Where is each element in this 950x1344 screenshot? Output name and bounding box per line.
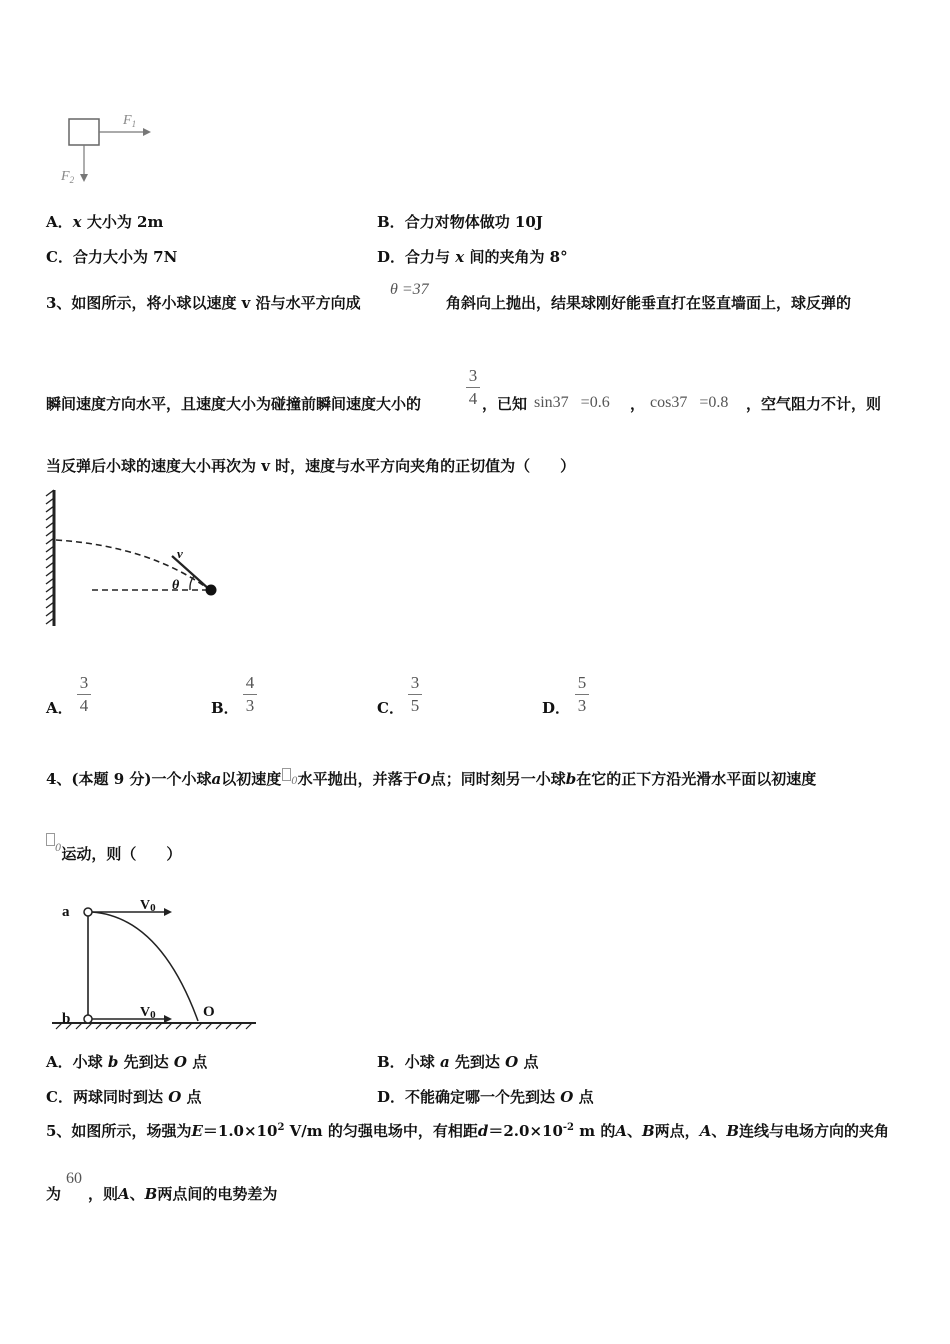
label-b: b: [62, 1011, 71, 1027]
q4-option-a[interactable]: A．小球 b 先到达 O 点: [46, 1053, 208, 1071]
q2-option-c[interactable]: C．合力大小为 7N: [46, 248, 178, 266]
q2-option-d[interactable]: D．合力与 x 间的夹角为 8°: [377, 248, 568, 266]
ball: [206, 585, 217, 596]
v0-arrowhead-top: [164, 908, 172, 916]
q5-angle: 60: [66, 1170, 82, 1187]
q4-line-1: 4、(本题 9 分)一个小球a以初速度 0水平抛出，并落于O点；同时刻另一小球b在它的正下方沿光滑水平面以初速度: [46, 770, 817, 788]
q3-ratio-fraction: 3 4: [466, 366, 480, 409]
q4-line-2: $^0$运动，则（ ）: [46, 843, 181, 864]
q3-option-b[interactable]: B．: [211, 699, 239, 717]
label-a: a: [62, 904, 70, 920]
force-diagram: [55, 108, 165, 188]
label-theta: θ: [172, 578, 180, 593]
q5-line-2: 为: [46, 1185, 62, 1203]
q3-line-3: 当反弹后小球的速度大小再次为 v 时，速度与水平方向夹角的正切值为（ ）: [46, 457, 576, 475]
label-v0-bottom: V0: [140, 1005, 156, 1021]
force-f1-arrowhead: [143, 128, 151, 136]
block: [69, 119, 99, 145]
q3-line-2-mid: ，已知: [482, 395, 528, 413]
label-o: O: [203, 1004, 215, 1020]
q3-option-c[interactable]: C．: [377, 699, 404, 717]
force-f2-arrowhead: [80, 174, 88, 182]
q5-line-1: 5、如图所示，场强为$E=1.0\times 10^2$ V/m 的匀强电场中，有相距$d=2.0\times 10^{-2}$ m 的A、B两点，A、B连线与电场方向的夹角: [46, 1122, 890, 1140]
q3-option-d-fraction[interactable]: 5 3: [575, 673, 589, 716]
q2-option-a[interactable]: A．x 大小为 2m: [46, 213, 164, 231]
q4-option-c[interactable]: C．两球同时到达 O 点: [46, 1088, 202, 1106]
v0-arrowhead-bottom: [164, 1015, 172, 1023]
q5-line-2-rest: ，则A、B两点间的电势差为: [88, 1185, 278, 1203]
q3-theta-expr: θ =37: [390, 281, 429, 298]
q3-option-a-fraction[interactable]: 3 4: [77, 673, 91, 716]
q3-option-a[interactable]: A．: [46, 699, 73, 717]
q3-line-2: 瞬间速度方向水平，且速度大小为碰撞前瞬间速度大小的: [46, 395, 422, 413]
ball-b: [84, 1015, 92, 1023]
q4-option-d[interactable]: D．不能确定哪一个先到达 O 点: [377, 1088, 594, 1106]
label-f1: $F_1$: [123, 113, 137, 129]
wall-bounce-diagram: [40, 488, 230, 633]
ball-a: [84, 908, 92, 916]
q3-option-b-fraction[interactable]: 4 3: [243, 673, 257, 716]
q3-sin-expr: sin37 =0.6: [534, 394, 610, 411]
q3-option-d[interactable]: D．: [542, 699, 571, 717]
label-v0-top: V0: [140, 898, 156, 914]
q3-cos-expr: cos37 =0.8: [650, 394, 729, 411]
q3-comma: ，: [630, 395, 646, 413]
label-v: v: [177, 546, 183, 561]
projectile-diagram: [50, 895, 260, 1035]
label-f2: $F_2$: [61, 169, 75, 185]
q2-option-b[interactable]: B．合力对物体做功 10J: [377, 213, 543, 231]
trajectory-dashed: [56, 540, 210, 590]
q3-line-1: 3、如图所示，将小球以速度 v 沿与水平方向成: [46, 294, 361, 312]
q3-option-c-fraction[interactable]: 3 5: [408, 673, 422, 716]
q3-line-2-post: ，空气阻力不计，则: [746, 395, 882, 413]
q4-option-b[interactable]: B．小球 a 先到达 O 点: [377, 1053, 539, 1071]
q3-line-1-post: 角斜向上抛出，结果球刚好能垂直打在竖直墙面上，球反弹的: [446, 294, 852, 312]
